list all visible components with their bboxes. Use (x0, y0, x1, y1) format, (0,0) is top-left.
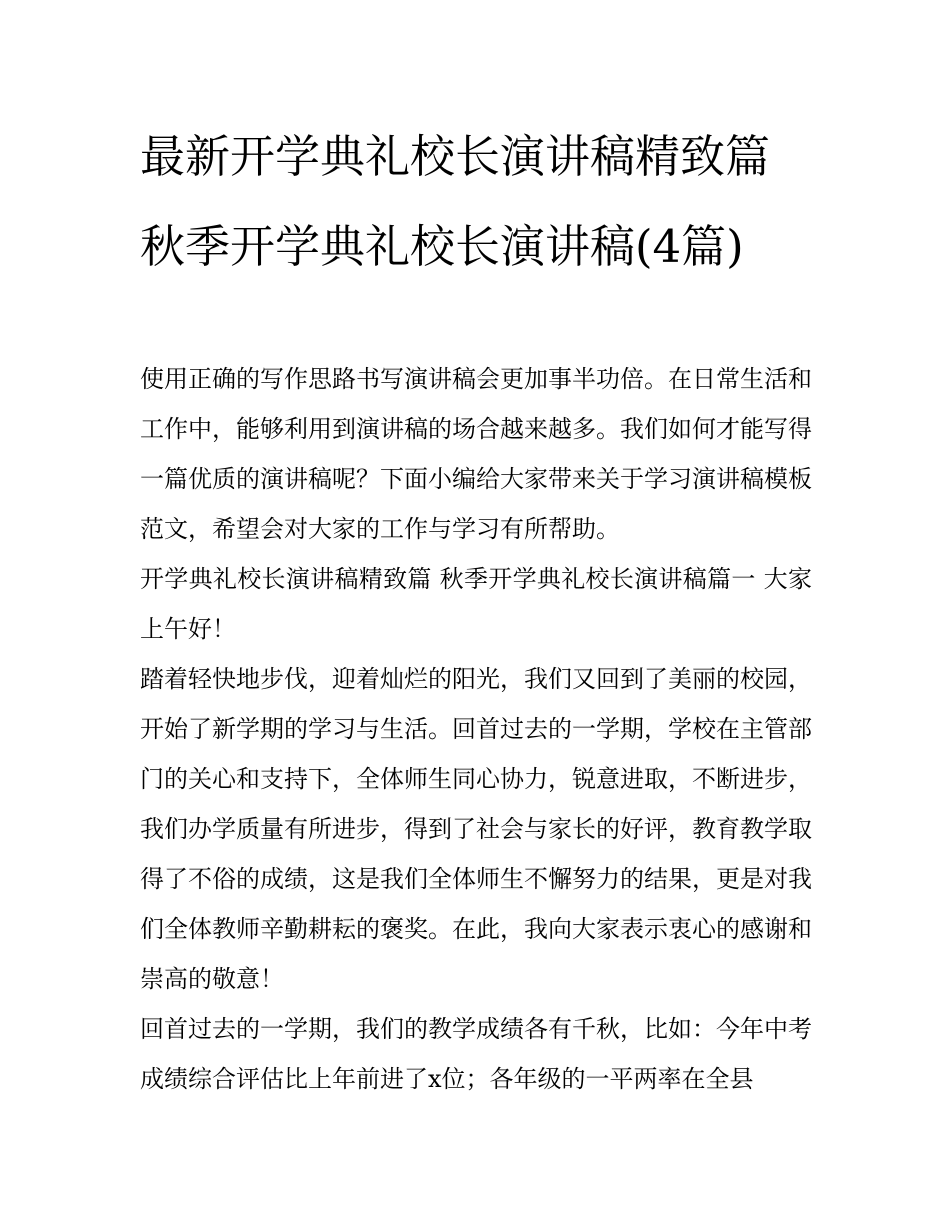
document-body (140, 354, 812, 1104)
paragraph-results: 回首过去的一学期，我们的教学成绩各有千秋，比如：今年中考成绩综合评估比上年前进了x位；各年级的一平两率在全县 (140, 1015, 812, 1093)
paragraph-heading-greeting: 开学典礼校长演讲稿精致篇 秋季开学典礼校长演讲稿篇一 大家上午好！ (140, 565, 812, 643)
paragraph-intro: 使用正确的写作思路书写演讲稿会更加事半功倍。在日常生活和工作中，能够利用到演讲稿的场合越来越多。我们如何才能写得一篇优质的演讲稿呢？下面小编给大家带来关于学习演讲稿模板范文，希望会对大家的工作与学习有所帮助。 (140, 365, 812, 543)
paragraph-review: 踏着轻快地步伐，迎着灿烂的阳光，我们又回到了美丽的校园，开始了新学期的学习与生活。回首过去的一学期，学校在主管部门的关心和支持下，全体师生同心协力，锐意进取，不断进步，我们办学质量有所进步，得到了社会与家长的好评，教育教学取得了不俗的成绩，这是我们全体师生不懈努力的结果，更是对我们全体教师辛勤耕耘的褒奖。在此，我向大家表示衷心的感谢和崇高的敬意！ (140, 665, 812, 993)
document-title: 最新开学典礼校长演讲稿精致篇 秋季开学典礼校长演讲稿(4篇) (140, 130, 771, 273)
